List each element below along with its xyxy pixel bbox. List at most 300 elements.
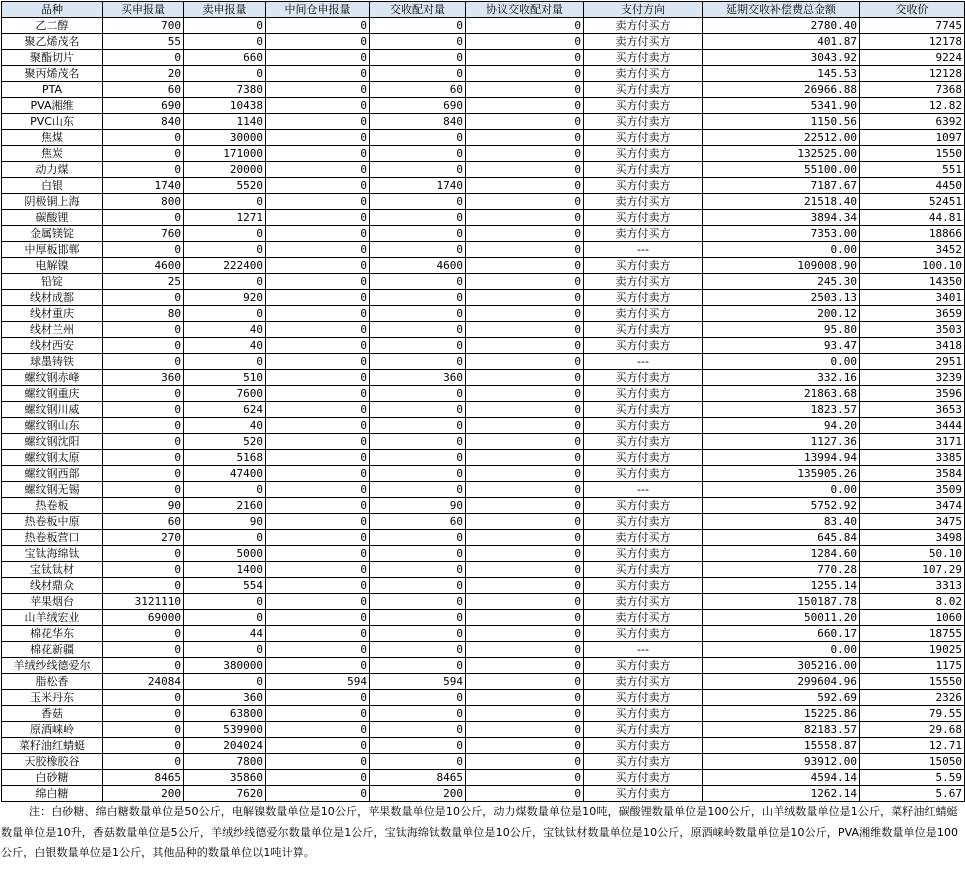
table-row <box>2 498 965 514</box>
compensation-cell: 109008.90 <box>703 258 860 274</box>
matched-qty-cell: 0 <box>370 722 466 738</box>
pay-direction-cell: 卖方付买方 <box>584 530 703 546</box>
table-row <box>2 658 965 674</box>
table-row <box>2 642 965 658</box>
pay-direction-cell: --- <box>584 482 703 498</box>
price-cell: 7368 <box>860 82 965 98</box>
matched-qty-cell: 0 <box>370 530 466 546</box>
pay-direction-cell: 买方付卖方 <box>584 658 703 674</box>
sell-qty-cell: 0 <box>184 274 266 290</box>
header-pay-direction: 支付方向 <box>584 2 703 18</box>
buy-qty-cell: 69000 <box>103 610 184 626</box>
pay-direction-cell: 买方付卖方 <box>584 722 703 738</box>
pay-direction-cell: 买方付卖方 <box>584 546 703 562</box>
agreement-qty-cell: 0 <box>466 178 584 194</box>
sell-qty-cell: 35860 <box>184 770 266 786</box>
agreement-qty-cell: 0 <box>466 722 584 738</box>
price-cell: 18866 <box>860 226 965 242</box>
variety-cell: 白银 <box>2 178 103 194</box>
compensation-cell: 770.28 <box>703 562 860 578</box>
variety-cell: 聚乙烯茂名 <box>2 34 103 50</box>
compensation-cell: 2780.40 <box>703 18 860 34</box>
compensation-cell: 94.20 <box>703 418 860 434</box>
pay-direction-cell: 卖方付买方 <box>584 674 703 690</box>
buy-qty-cell: 25 <box>103 274 184 290</box>
agreement-qty-cell: 0 <box>466 402 584 418</box>
table-row <box>2 242 965 258</box>
matched-qty-cell: 0 <box>370 50 466 66</box>
price-cell: 12.82 <box>860 98 965 114</box>
mid-qty-cell: 0 <box>266 418 370 434</box>
sell-qty-cell: 20000 <box>184 162 266 178</box>
agreement-qty-cell: 0 <box>466 290 584 306</box>
variety-cell: 螺纹钢太原 <box>2 450 103 466</box>
mid-qty-cell: 0 <box>266 562 370 578</box>
buy-qty-cell: 0 <box>103 290 184 306</box>
matched-qty-cell: 0 <box>370 482 466 498</box>
agreement-qty-cell: 0 <box>466 466 584 482</box>
agreement-qty-cell: 0 <box>466 146 584 162</box>
compensation-cell: 83.40 <box>703 514 860 530</box>
variety-cell: PVC山东 <box>2 114 103 130</box>
matched-qty-cell: 840 <box>370 114 466 130</box>
matched-qty-cell: 0 <box>370 594 466 610</box>
sell-qty-cell: 920 <box>184 290 266 306</box>
buy-qty-cell: 55 <box>103 34 184 50</box>
agreement-qty-cell: 0 <box>466 274 584 290</box>
pay-direction-cell: 卖方付买方 <box>584 194 703 210</box>
buy-qty-cell: 200 <box>103 786 184 802</box>
matched-qty-cell: 0 <box>370 290 466 306</box>
compensation-cell: 22512.00 <box>703 130 860 146</box>
price-cell: 12128 <box>860 66 965 82</box>
agreement-qty-cell: 0 <box>466 210 584 226</box>
buy-qty-cell: 0 <box>103 690 184 706</box>
table-row <box>2 146 965 162</box>
table-row <box>2 434 965 450</box>
buy-qty-cell: 8465 <box>103 770 184 786</box>
mid-qty-cell: 0 <box>266 162 370 178</box>
table-row <box>2 258 965 274</box>
sell-qty-cell: 5520 <box>184 178 266 194</box>
buy-qty-cell: 0 <box>103 546 184 562</box>
pay-direction-cell: 买方付卖方 <box>584 690 703 706</box>
variety-cell: 碳酸锂 <box>2 210 103 226</box>
pay-direction-cell: 买方付卖方 <box>584 290 703 306</box>
header-mid-qty: 中间仓申报量 <box>266 2 370 18</box>
footnote: 注：白砂糖、绵白糖数量单位是50公斤，电解镍数量单位是10公斤，苹果数量单位是10公斤，动力煤数量单位是10吨，碳酸锂数量单位是100公斤，山羊绒数量单位是1公斤，菜籽油红蜻蜓数量单位是10升，香菇数量单位是5公斤，羊绒纱线德爱尔数量单位是1公斤，宝钛海绵钛数量单位是10公斤，宝钛钛材数量单位是10公斤，原酒崃岭数量单位是10公斤，PVA湘维数量单位是100公斤，白银数量单位是1公斤，其他品种的数量单位以1吨计算。 <box>1 805 959 859</box>
mid-qty-cell: 0 <box>266 658 370 674</box>
agreement-qty-cell: 0 <box>466 578 584 594</box>
matched-qty-cell: 0 <box>370 418 466 434</box>
matched-qty-cell: 0 <box>370 578 466 594</box>
price-cell: 3659 <box>860 306 965 322</box>
compensation-cell: 93.47 <box>703 338 860 354</box>
buy-qty-cell: 760 <box>103 226 184 242</box>
buy-qty-cell: 0 <box>103 322 184 338</box>
sell-qty-cell: 63800 <box>184 706 266 722</box>
buy-qty-cell: 24084 <box>103 674 184 690</box>
mid-qty-cell: 0 <box>266 370 370 386</box>
variety-cell: 球墨铸铁 <box>2 354 103 370</box>
compensation-cell: 401.87 <box>703 34 860 50</box>
price-cell: 15050 <box>860 754 965 770</box>
price-cell: 3171 <box>860 434 965 450</box>
compensation-cell: 26966.88 <box>703 82 860 98</box>
table-row <box>2 690 965 706</box>
variety-cell: 羊绒纱线德爱尔 <box>2 658 103 674</box>
mid-qty-cell: 0 <box>266 770 370 786</box>
agreement-qty-cell: 0 <box>466 706 584 722</box>
matched-qty-cell: 0 <box>370 642 466 658</box>
variety-cell: 菜籽油红蜻蜓 <box>2 738 103 754</box>
mid-qty-cell: 0 <box>266 322 370 338</box>
price-cell: 3401 <box>860 290 965 306</box>
agreement-qty-cell: 0 <box>466 658 584 674</box>
table-row <box>2 178 965 194</box>
sell-qty-cell: 0 <box>184 354 266 370</box>
sell-qty-cell: 360 <box>184 690 266 706</box>
price-cell: 3509 <box>860 482 965 498</box>
buy-qty-cell: 360 <box>103 370 184 386</box>
variety-cell: 香菇 <box>2 706 103 722</box>
pay-direction-cell: --- <box>584 354 703 370</box>
price-cell: 4450 <box>860 178 965 194</box>
matched-qty-cell: 0 <box>370 450 466 466</box>
variety-cell: 螺纹钢山东 <box>2 418 103 434</box>
agreement-qty-cell: 0 <box>466 226 584 242</box>
matched-qty-cell: 0 <box>370 226 466 242</box>
sell-qty-cell: 1400 <box>184 562 266 578</box>
compensation-cell: 3894.34 <box>703 210 860 226</box>
price-cell: 1175 <box>860 658 965 674</box>
matched-qty-cell: 0 <box>370 210 466 226</box>
table-row <box>2 306 965 322</box>
agreement-qty-cell: 0 <box>466 194 584 210</box>
variety-cell: 螺纹钢西部 <box>2 466 103 482</box>
matched-qty-cell: 0 <box>370 658 466 674</box>
pay-direction-cell: 买方付卖方 <box>584 498 703 514</box>
variety-cell: PVA湘维 <box>2 98 103 114</box>
agreement-qty-cell: 0 <box>466 738 584 754</box>
variety-cell: 白砂糖 <box>2 770 103 786</box>
sell-qty-cell: 380000 <box>184 658 266 674</box>
price-cell: 3503 <box>860 322 965 338</box>
matched-qty-cell: 8465 <box>370 770 466 786</box>
mid-qty-cell: 0 <box>266 194 370 210</box>
compensation-cell: 1127.36 <box>703 434 860 450</box>
compensation-cell: 0.00 <box>703 642 860 658</box>
compensation-cell: 82183.57 <box>703 722 860 738</box>
mid-qty-cell: 0 <box>266 610 370 626</box>
buy-qty-cell: 0 <box>103 386 184 402</box>
mid-qty-cell: 0 <box>266 514 370 530</box>
matched-qty-cell: 60 <box>370 514 466 530</box>
mid-qty-cell: 0 <box>266 274 370 290</box>
price-cell: 3452 <box>860 242 965 258</box>
buy-qty-cell: 0 <box>103 466 184 482</box>
mid-qty-cell: 0 <box>266 178 370 194</box>
pay-direction-cell: 买方付卖方 <box>584 322 703 338</box>
table-row <box>2 274 965 290</box>
matched-qty-cell: 0 <box>370 162 466 178</box>
matched-qty-cell: 0 <box>370 562 466 578</box>
pay-direction-cell: 买方付卖方 <box>584 434 703 450</box>
mid-qty-cell: 0 <box>266 690 370 706</box>
pay-direction-cell: 卖方付买方 <box>584 274 703 290</box>
agreement-qty-cell: 0 <box>466 114 584 130</box>
price-cell: 3385 <box>860 450 965 466</box>
compensation-cell: 21518.40 <box>703 194 860 210</box>
compensation-cell: 15225.86 <box>703 706 860 722</box>
matched-qty-cell: 90 <box>370 498 466 514</box>
variety-cell: 螺纹钢赤峰 <box>2 370 103 386</box>
table-row <box>2 322 965 338</box>
mid-qty-cell: 0 <box>266 498 370 514</box>
compensation-cell: 1823.57 <box>703 402 860 418</box>
matched-qty-cell: 594 <box>370 674 466 690</box>
agreement-qty-cell: 0 <box>466 498 584 514</box>
header-compensation: 延期交收补偿费总金额 <box>703 2 860 18</box>
table-row <box>2 706 965 722</box>
price-cell: 3498 <box>860 530 965 546</box>
compensation-cell: 5341.90 <box>703 98 860 114</box>
pay-direction-cell: 卖方付买方 <box>584 18 703 34</box>
agreement-qty-cell: 0 <box>466 82 584 98</box>
matched-qty-cell: 0 <box>370 338 466 354</box>
agreement-qty-cell: 0 <box>466 370 584 386</box>
mid-qty-cell: 0 <box>266 738 370 754</box>
buy-qty-cell: 60 <box>103 514 184 530</box>
variety-cell: 热卷板 <box>2 498 103 514</box>
table-row <box>2 82 965 98</box>
pay-direction-cell: 卖方付买方 <box>584 226 703 242</box>
mid-qty-cell: 0 <box>266 482 370 498</box>
mid-qty-cell: 0 <box>266 466 370 482</box>
matched-qty-cell: 200 <box>370 786 466 802</box>
buy-qty-cell: 270 <box>103 530 184 546</box>
price-cell: 3584 <box>860 466 965 482</box>
sell-qty-cell: 624 <box>184 402 266 418</box>
buy-qty-cell: 0 <box>103 450 184 466</box>
sell-qty-cell: 47400 <box>184 466 266 482</box>
compensation-cell: 145.53 <box>703 66 860 82</box>
price-cell: 100.10 <box>860 258 965 274</box>
table-row <box>2 338 965 354</box>
variety-cell: 焦炭 <box>2 146 103 162</box>
variety-cell: 宝钛海绵钛 <box>2 546 103 562</box>
buy-qty-cell: 0 <box>103 434 184 450</box>
buy-qty-cell: 0 <box>103 642 184 658</box>
sell-qty-cell: 510 <box>184 370 266 386</box>
pay-direction-cell: 买方付卖方 <box>584 338 703 354</box>
compensation-cell: 660.17 <box>703 626 860 642</box>
table-row <box>2 626 965 642</box>
sell-qty-cell: 520 <box>184 434 266 450</box>
table-row <box>2 466 965 482</box>
matched-qty-cell: 0 <box>370 146 466 162</box>
mid-qty-cell: 0 <box>266 594 370 610</box>
mid-qty-cell: 0 <box>266 258 370 274</box>
sell-qty-cell: 40 <box>184 322 266 338</box>
agreement-qty-cell: 0 <box>466 482 584 498</box>
variety-cell: 铅锭 <box>2 274 103 290</box>
sell-qty-cell: 660 <box>184 50 266 66</box>
price-cell: 9224 <box>860 50 965 66</box>
buy-qty-cell: 0 <box>103 738 184 754</box>
agreement-qty-cell: 0 <box>466 562 584 578</box>
variety-cell: 中厚板邯郸 <box>2 242 103 258</box>
sell-qty-cell: 7800 <box>184 754 266 770</box>
variety-cell: 聚丙烯茂名 <box>2 66 103 82</box>
table-row <box>2 370 965 386</box>
price-cell: 50.10 <box>860 546 965 562</box>
table-row <box>2 578 965 594</box>
pay-direction-cell: 买方付卖方 <box>584 706 703 722</box>
matched-qty-cell: 0 <box>370 402 466 418</box>
compensation-cell: 1284.60 <box>703 546 860 562</box>
agreement-qty-cell: 0 <box>466 386 584 402</box>
price-cell: 2326 <box>860 690 965 706</box>
pay-direction-cell: 买方付卖方 <box>584 418 703 434</box>
price-cell: 3474 <box>860 498 965 514</box>
mid-qty-cell: 594 <box>266 674 370 690</box>
agreement-qty-cell: 0 <box>466 322 584 338</box>
compensation-cell: 50011.20 <box>703 610 860 626</box>
pay-direction-cell: --- <box>584 242 703 258</box>
mid-qty-cell: 0 <box>266 18 370 34</box>
mid-qty-cell: 0 <box>266 82 370 98</box>
price-cell: 5.59 <box>860 770 965 786</box>
buy-qty-cell: 0 <box>103 130 184 146</box>
matched-qty-cell: 0 <box>370 738 466 754</box>
table-row <box>2 386 965 402</box>
pay-direction-cell: 买方付卖方 <box>584 786 703 802</box>
matched-qty-cell: 0 <box>370 354 466 370</box>
matched-qty-cell: 0 <box>370 66 466 82</box>
table-row <box>2 130 965 146</box>
matched-qty-cell: 0 <box>370 610 466 626</box>
compensation-cell: 245.30 <box>703 274 860 290</box>
buy-qty-cell: 0 <box>103 658 184 674</box>
mid-qty-cell: 0 <box>266 98 370 114</box>
buy-qty-cell: 840 <box>103 114 184 130</box>
variety-cell: 线材西安 <box>2 338 103 354</box>
buy-qty-cell: 0 <box>103 210 184 226</box>
price-cell: 3444 <box>860 418 965 434</box>
variety-cell: 山羊绒宏业 <box>2 610 103 626</box>
agreement-qty-cell: 0 <box>466 434 584 450</box>
mid-qty-cell: 0 <box>266 146 370 162</box>
agreement-qty-cell: 0 <box>466 626 584 642</box>
table-row <box>2 530 965 546</box>
compensation-cell: 0.00 <box>703 482 860 498</box>
matched-qty-cell: 0 <box>370 754 466 770</box>
pay-direction-cell: 买方付卖方 <box>584 370 703 386</box>
compensation-cell: 135905.26 <box>703 466 860 482</box>
pay-direction-cell: 买方付卖方 <box>584 466 703 482</box>
sell-qty-cell: 1140 <box>184 114 266 130</box>
sell-qty-cell: 5168 <box>184 450 266 466</box>
variety-cell: 螺纹钢川威 <box>2 402 103 418</box>
pay-direction-cell: 买方付卖方 <box>584 754 703 770</box>
table-row <box>2 722 965 738</box>
variety-cell: 绵白糖 <box>2 786 103 802</box>
compensation-cell: 332.16 <box>703 370 860 386</box>
mid-qty-cell: 0 <box>266 338 370 354</box>
sell-qty-cell: 539900 <box>184 722 266 738</box>
table-row <box>2 194 965 210</box>
matched-qty-cell: 0 <box>370 466 466 482</box>
sell-qty-cell: 2160 <box>184 498 266 514</box>
buy-qty-cell: 0 <box>103 706 184 722</box>
mid-qty-cell: 0 <box>266 290 370 306</box>
mid-qty-cell: 0 <box>266 578 370 594</box>
sell-qty-cell: 90 <box>184 514 266 530</box>
table-row <box>2 66 965 82</box>
sell-qty-cell: 0 <box>184 18 266 34</box>
compensation-cell: 93912.00 <box>703 754 860 770</box>
sell-qty-cell: 1271 <box>184 210 266 226</box>
price-cell: 1060 <box>860 610 965 626</box>
sell-qty-cell: 554 <box>184 578 266 594</box>
compensation-cell: 2503.13 <box>703 290 860 306</box>
matched-qty-cell: 1740 <box>370 178 466 194</box>
pay-direction-cell: 买方付卖方 <box>584 210 703 226</box>
mid-qty-cell: 0 <box>266 706 370 722</box>
pay-direction-cell: 买方付卖方 <box>584 770 703 786</box>
variety-cell: 棉花新疆 <box>2 642 103 658</box>
price-cell: 14350 <box>860 274 965 290</box>
pay-direction-cell: 卖方付买方 <box>584 594 703 610</box>
mid-qty-cell: 0 <box>266 114 370 130</box>
buy-qty-cell: 0 <box>103 354 184 370</box>
pay-direction-cell: 买方付卖方 <box>584 514 703 530</box>
agreement-qty-cell: 0 <box>466 50 584 66</box>
pay-direction-cell: 买方付卖方 <box>584 82 703 98</box>
compensation-cell: 0.00 <box>703 242 860 258</box>
pay-direction-cell: 买方付卖方 <box>584 178 703 194</box>
price-cell: 12.71 <box>860 738 965 754</box>
buy-qty-cell: 0 <box>103 562 184 578</box>
buy-qty-cell: 4600 <box>103 258 184 274</box>
matched-qty-cell: 0 <box>370 626 466 642</box>
compensation-cell: 7187.67 <box>703 178 860 194</box>
sell-qty-cell: 171000 <box>184 146 266 162</box>
compensation-cell: 0.00 <box>703 354 860 370</box>
sell-qty-cell: 222400 <box>184 258 266 274</box>
compensation-cell: 95.80 <box>703 322 860 338</box>
mid-qty-cell: 0 <box>266 354 370 370</box>
mid-qty-cell: 0 <box>266 530 370 546</box>
compensation-cell: 150187.78 <box>703 594 860 610</box>
buy-qty-cell: 0 <box>103 722 184 738</box>
agreement-qty-cell: 0 <box>466 306 584 322</box>
mid-qty-cell: 0 <box>266 242 370 258</box>
pay-direction-cell: 买方付卖方 <box>584 162 703 178</box>
agreement-qty-cell: 0 <box>466 130 584 146</box>
pay-direction-cell: 买方付卖方 <box>584 258 703 274</box>
header-buy-qty: 买申报量 <box>103 2 184 18</box>
price-cell: 3418 <box>860 338 965 354</box>
matched-qty-cell: 360 <box>370 370 466 386</box>
matched-qty-cell: 0 <box>370 306 466 322</box>
agreement-qty-cell: 0 <box>466 770 584 786</box>
pay-direction-cell: 买方付卖方 <box>584 578 703 594</box>
price-cell: 3596 <box>860 386 965 402</box>
mid-qty-cell: 0 <box>266 66 370 82</box>
pay-direction-cell: 卖方付买方 <box>584 306 703 322</box>
